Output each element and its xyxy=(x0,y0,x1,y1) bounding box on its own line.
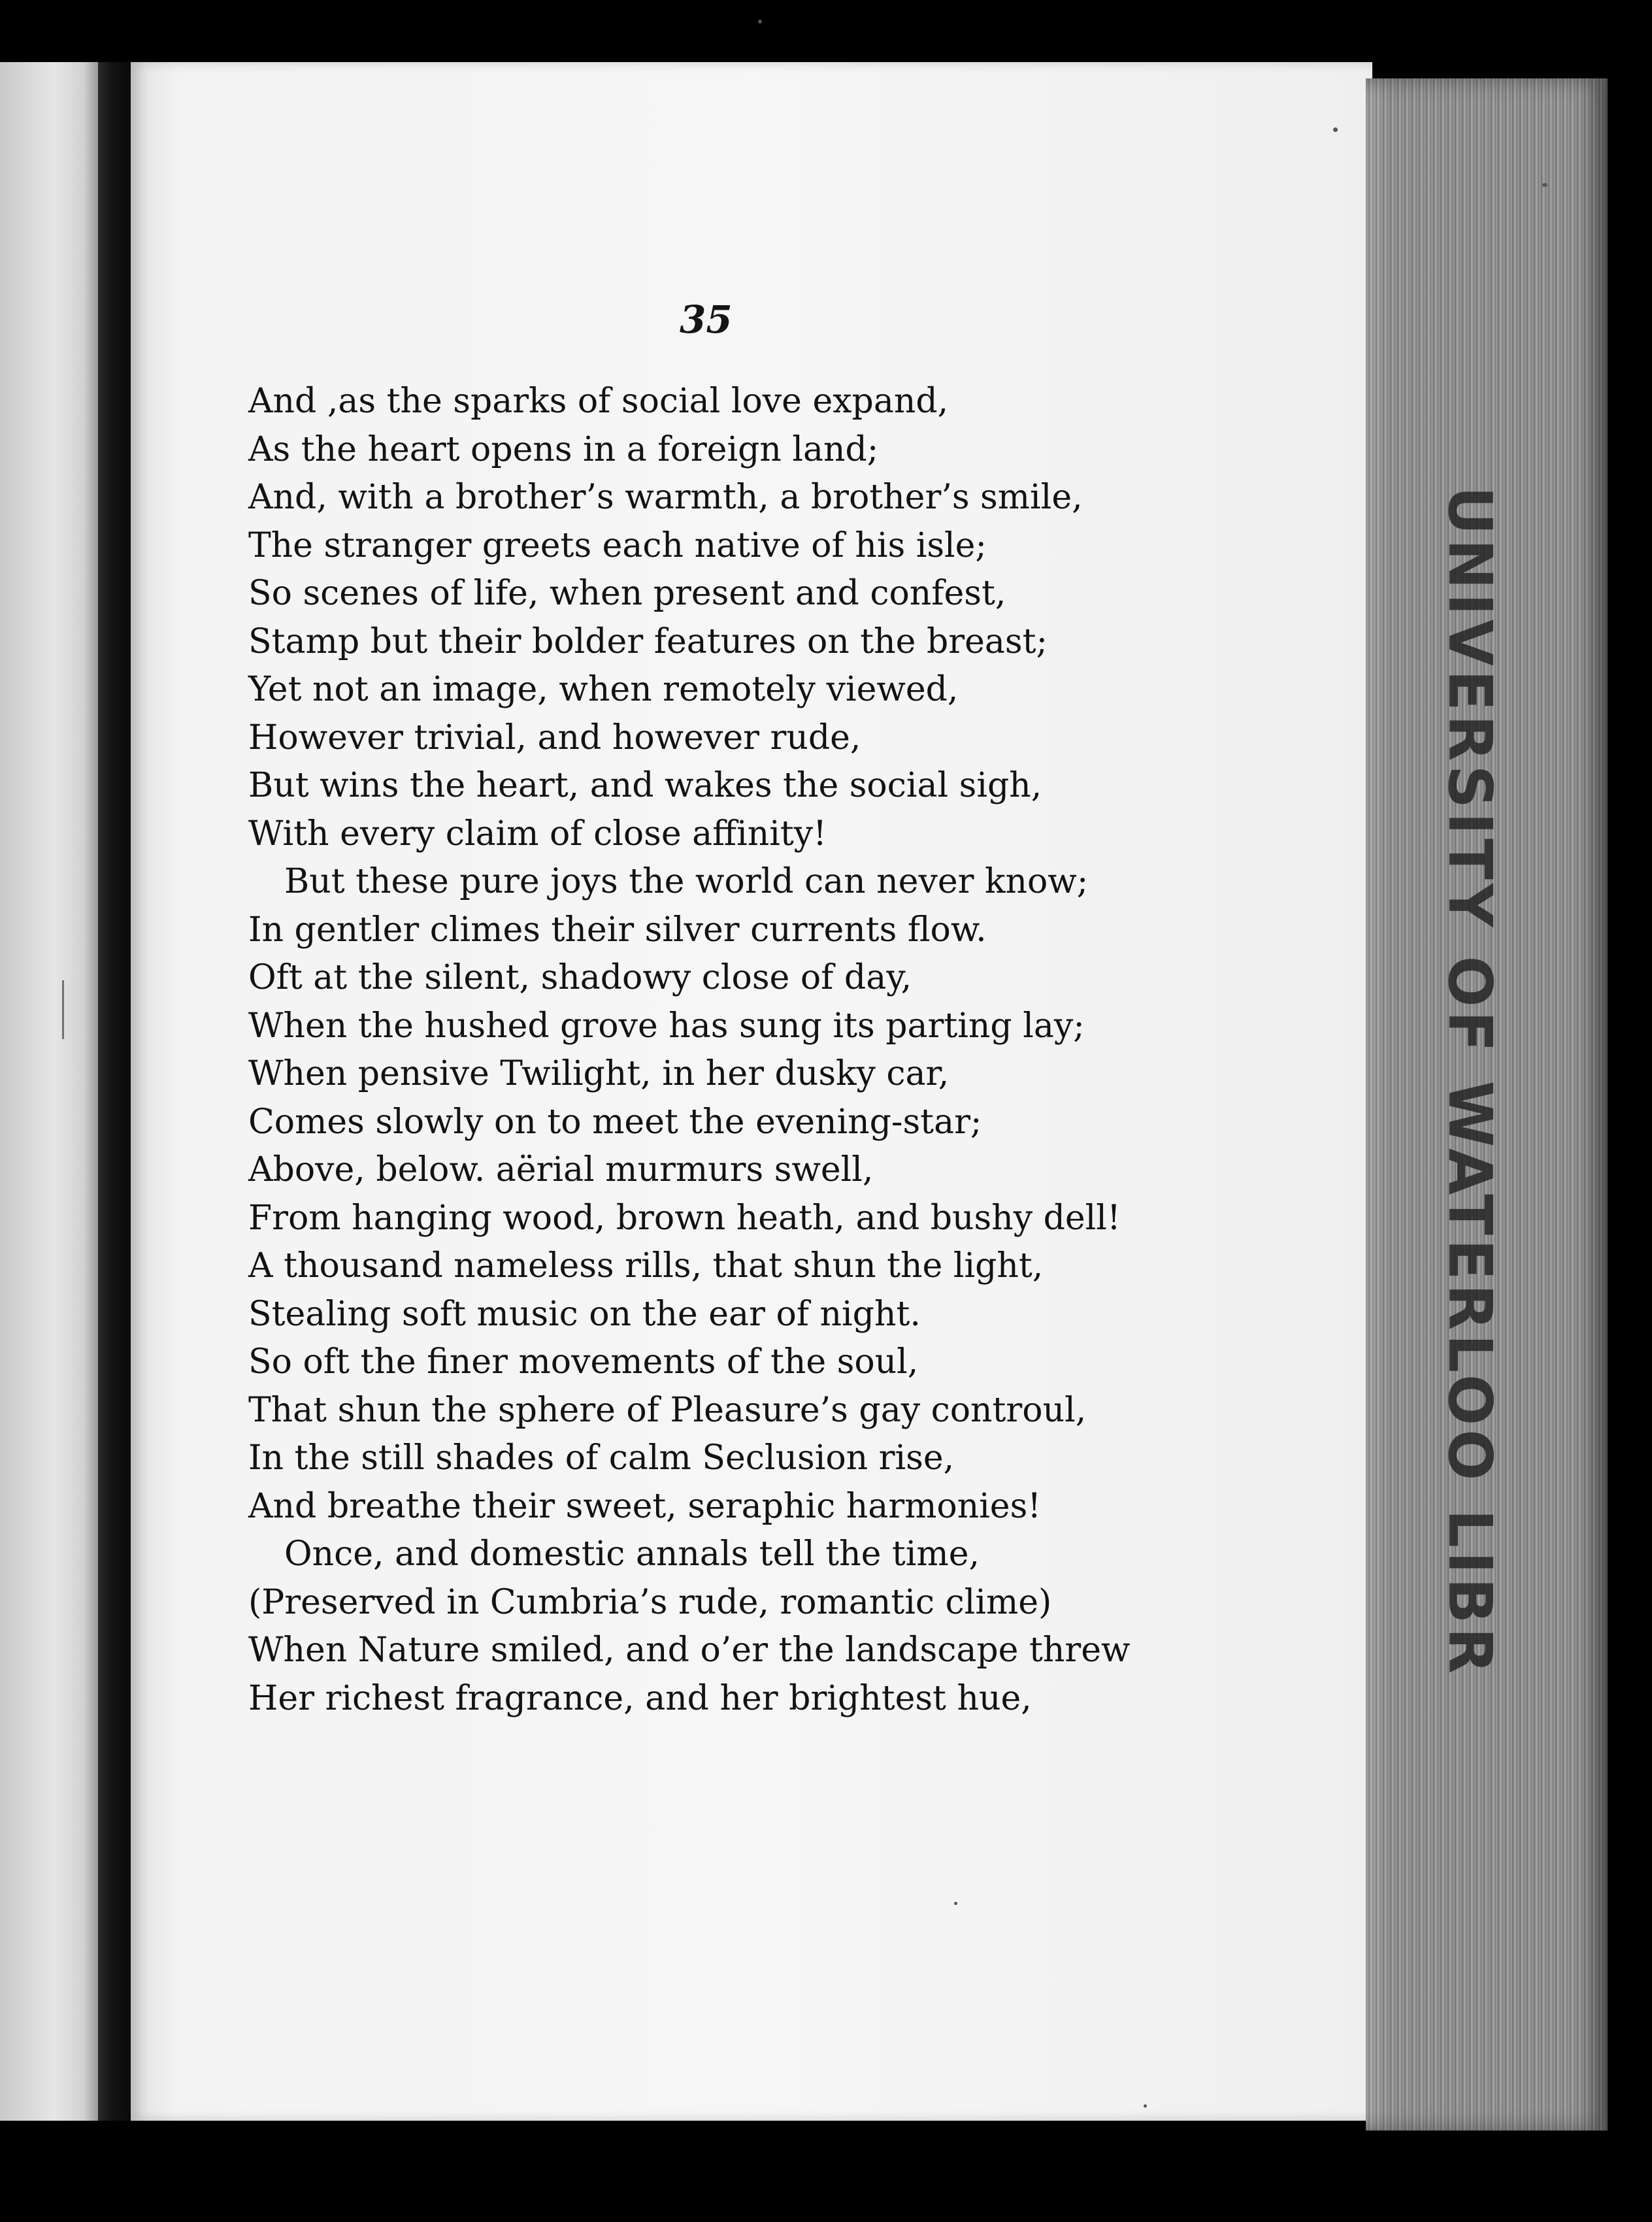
previous-page-edge xyxy=(0,62,98,2121)
poem-line: Once, and domestic annals tell the time, xyxy=(284,1534,980,1574)
page-number: 35 xyxy=(680,297,733,342)
poem-line: From hanging wood, brown heath, and bushy dell! xyxy=(248,1198,1121,1238)
poem-text xyxy=(248,378,1346,1723)
poem-line: And ,as the sparks of social love expand, xyxy=(248,382,949,421)
library-stamp-text: UNIVERSITY OF WATERLOO LIBR xyxy=(1435,486,1506,1678)
poem-line: Oft at the silent, shadowy close of day, xyxy=(248,958,912,997)
poem-line: But these pure joys the world can never know; xyxy=(284,862,1089,901)
poem-line: So scenes of life, when present and confest, xyxy=(248,574,1006,613)
poem-line: Stamp but their bolder features on the breast; xyxy=(248,622,1048,661)
poem-line: When Nature smiled, and o’er the landscape threw xyxy=(248,1631,1131,1670)
poem-line: Her richest fragrance, and her brightest hue, xyxy=(248,1678,1032,1718)
binding-gutter xyxy=(98,62,131,2121)
poem-line: With every claim of close affinity! xyxy=(248,814,827,854)
poem-line: So oft the finer movements of the soul, xyxy=(248,1342,919,1382)
poem-line: (Preserved in Cumbria’s rude, romantic clime) xyxy=(248,1582,1052,1622)
poem-line: In gentler climes their silver currents flow. xyxy=(248,910,987,950)
poem-line: In the still shades of calm Seclusion rise, xyxy=(248,1438,955,1478)
poem-line: However trivial, and however rude, xyxy=(248,718,861,757)
poem-line: The stranger greets each native of his isle; xyxy=(248,525,987,565)
poem-line: Comes slowly on to meet the evening-star; xyxy=(248,1102,982,1142)
poem-line: A thousand nameless rills, that shun the light, xyxy=(248,1246,1044,1285)
poem-line: But wins the heart, and wakes the social sigh, xyxy=(248,766,1042,805)
poem-line: When pensive Twilight, in her dusky car, xyxy=(248,1054,950,1093)
poem-line: When the hushed grove has sung its parting lay; xyxy=(248,1006,1085,1046)
library-stamp xyxy=(1428,486,1513,1678)
poem-line: That shun the sphere of Pleasure’s gay controul, xyxy=(248,1390,1087,1430)
poem-line: And, with a brother’s warmth, a brother’s smile, xyxy=(248,478,1083,517)
poem-line: Above, below. aërial murmurs swell, xyxy=(248,1150,874,1189)
poem-line: Yet not an image, when remotely viewed, xyxy=(248,670,959,709)
poem-line: As the heart opens in a foreign land; xyxy=(248,429,879,469)
margin-mark xyxy=(62,980,64,1039)
poem-line: And breathe their sweet, seraphic harmonies! xyxy=(248,1486,1042,1526)
poem-line: Stealing soft music on the ear of night. xyxy=(248,1294,921,1334)
